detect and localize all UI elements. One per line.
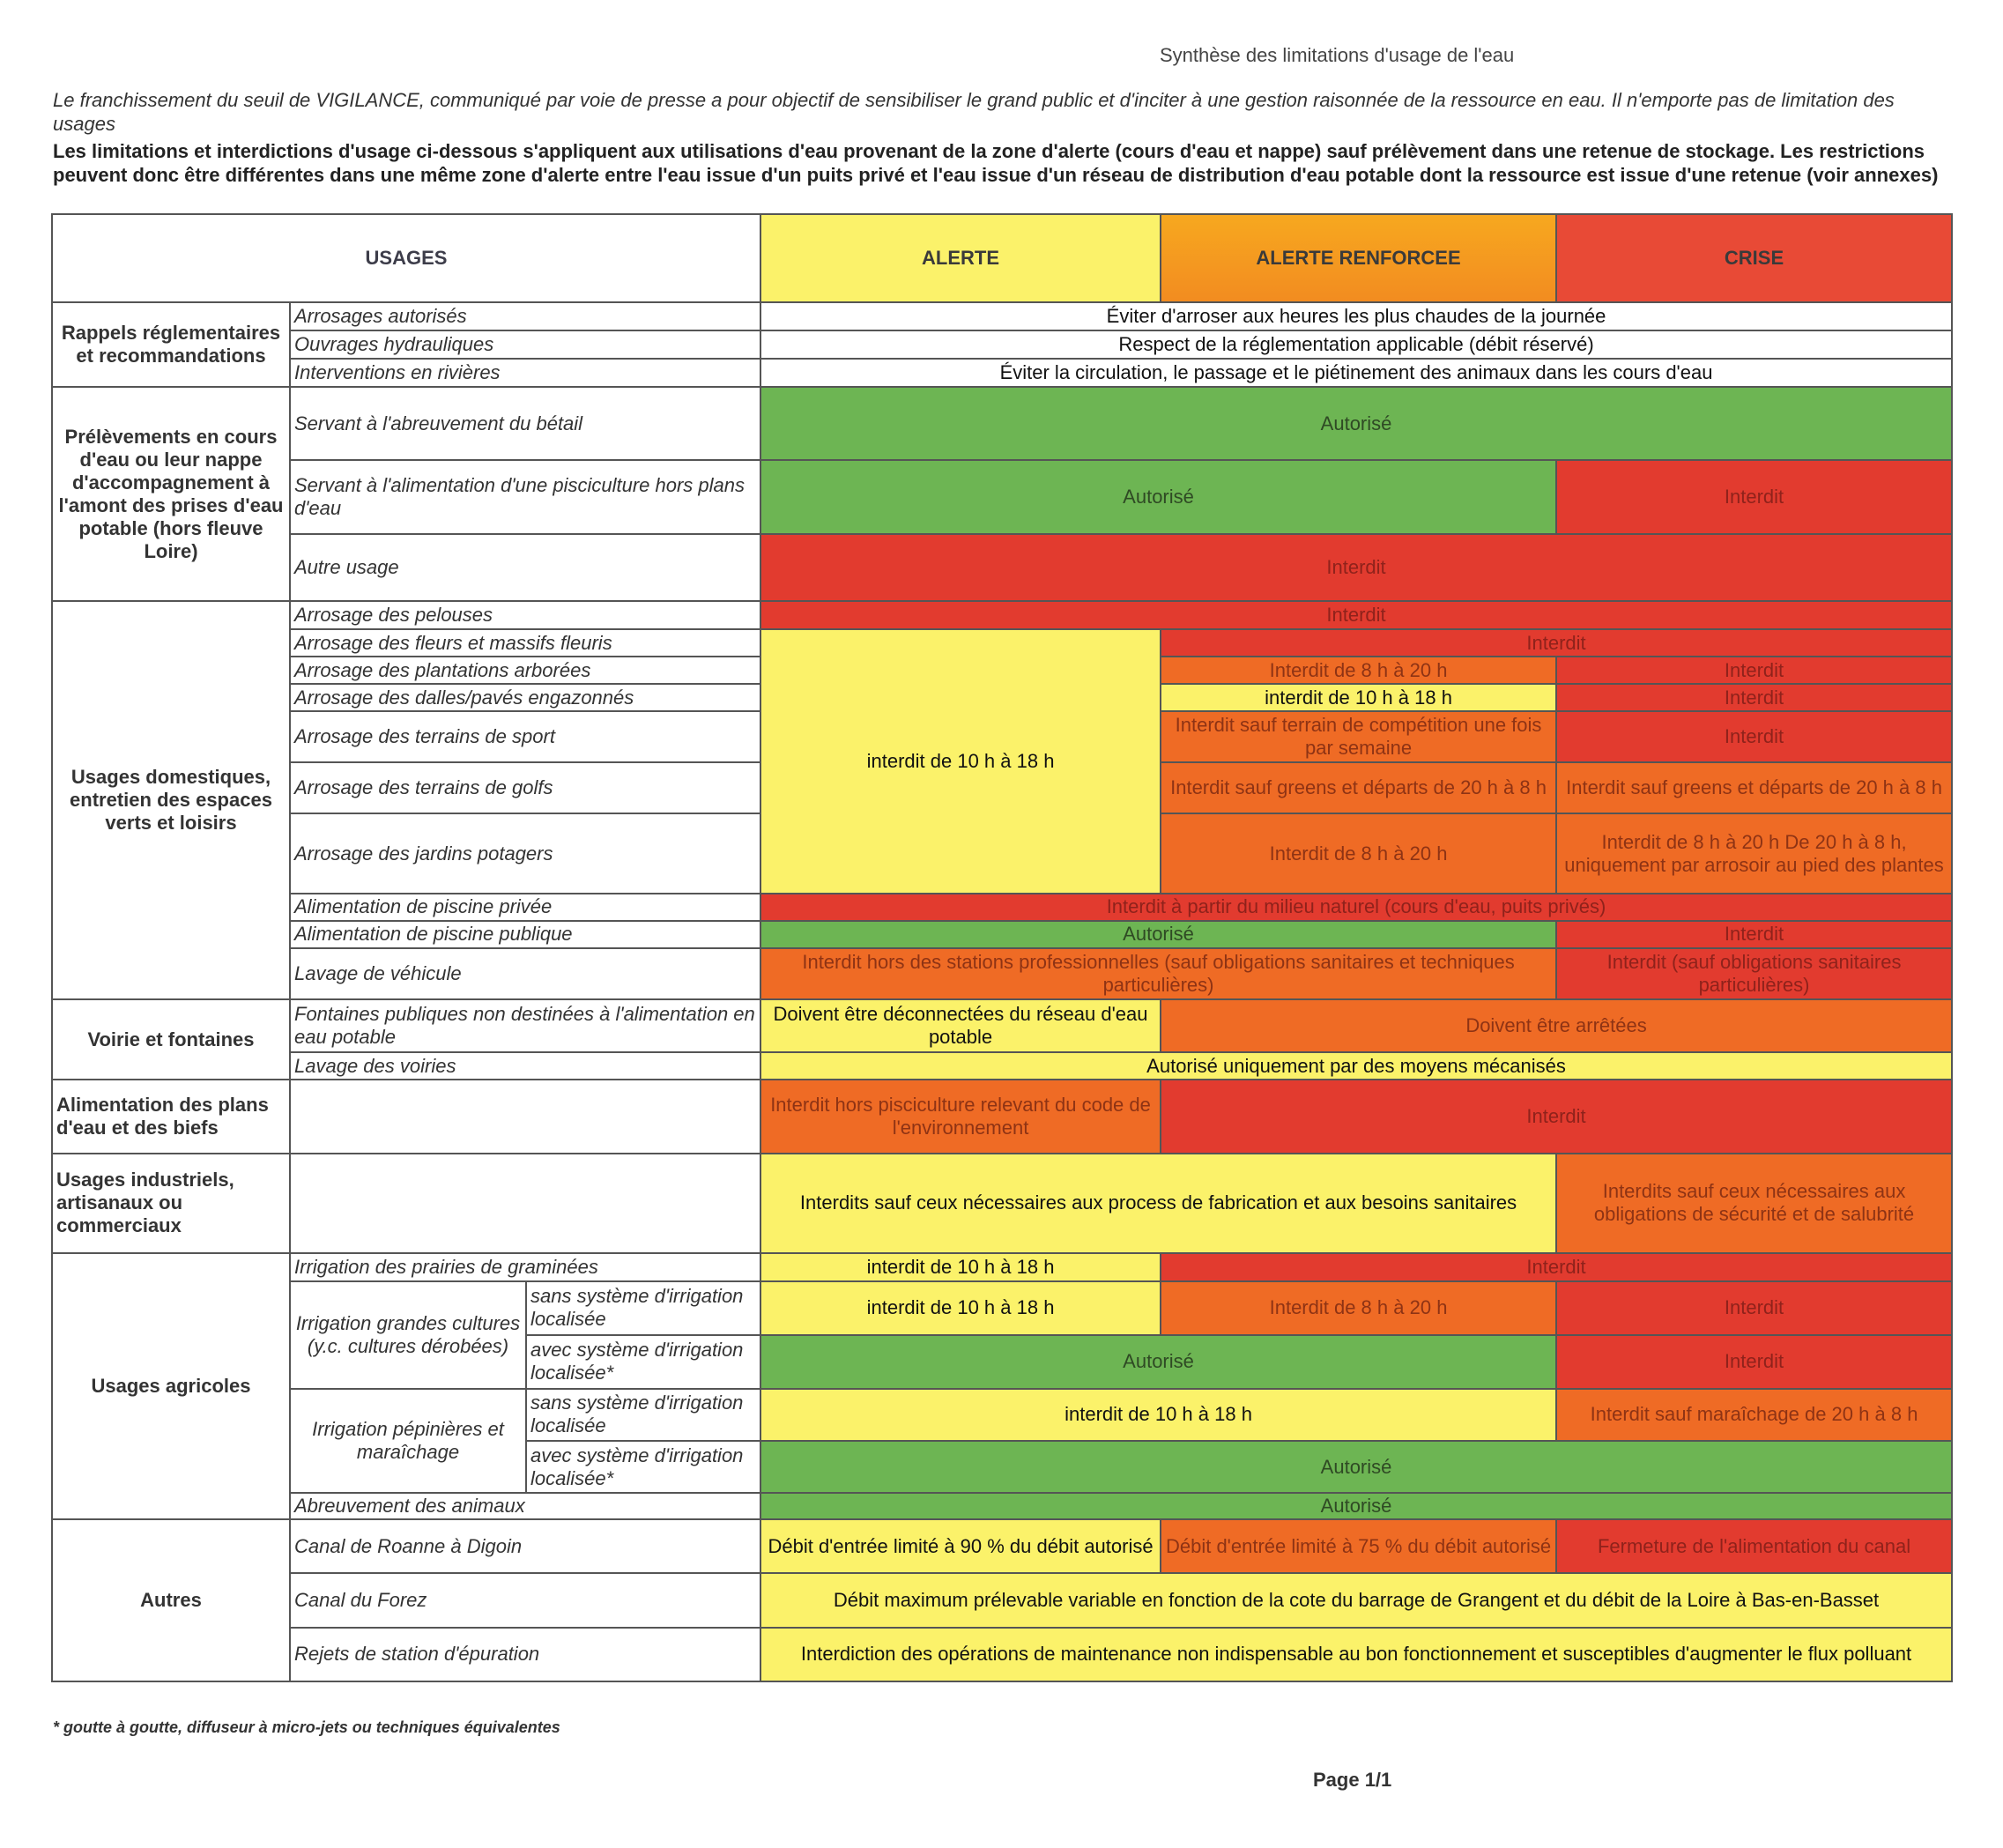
use-label: Arrosage des pelouses [290, 601, 760, 629]
category-prelevements: Prélèvements en cours d'eau ou leur nappe d'accompagnement à l'amont des prises d'eau potable (hors fleuve Loire) [52, 387, 290, 601]
value-cell: Interdit de 8 h à 20 h [1161, 1281, 1556, 1335]
value-cell: Interdit sauf greens et départs de 20 h à 8 h [1161, 762, 1556, 813]
footnote: * goutte à goutte, diffuseur à micro-jets ou techniques équivalentes [53, 1718, 560, 1736]
value-cell: Autorisé uniquement par des moyens mécanisés [760, 1052, 1952, 1080]
value-cell: Autorisé [760, 460, 1556, 534]
value-cell: Interdit [760, 534, 1952, 601]
value-cell: Interdit de 8 h à 20 h [1161, 657, 1556, 684]
use-label: Ouvrages hydrauliques [290, 330, 760, 359]
category-autres: Autres [52, 1519, 290, 1681]
value-cell: Autorisé [760, 1441, 1952, 1493]
header-usages: USAGES [52, 214, 760, 302]
value-cell: Interdit (sauf obligations sanitaires particulières) [1556, 948, 1952, 999]
table-row [52, 1573, 1952, 1627]
use-label: Arrosages autorisés [290, 302, 760, 330]
category-industriels: Usages industriels, artisanaux ou commerciaux [52, 1154, 290, 1252]
use-label: Arrosage des dalles/pavés engazonnés [290, 684, 760, 711]
value-cell: Débit d'entrée limité à 75 % du débit autorisé [1161, 1519, 1556, 1573]
value-cell: Interdit sauf maraîchage de 20 h à 8 h [1556, 1389, 1952, 1441]
table-row [52, 534, 1952, 601]
value-cell: Interdit sauf greens et départs de 20 h à 8 h [1556, 762, 1952, 813]
header-alerte-renforcee: ALERTE RENFORCEE [1161, 214, 1556, 302]
table-row [52, 387, 1952, 459]
intro-restrictions: Les limitations et interdictions d'usage ci-dessous s'appliquent aux utilisations d'eau provenant de la zone d'alerte (cours d'eau et nappe) sauf prélèvement dans une retenue de stockage. Les restrictions peuvent donc être différentes dans une même zone d'alerte entre l'eau issue d'un puits privé et l'eau issue d'un réseau de distribution d'eau potable dont la ressource est issue d'une retenue (voir annexes) [53, 140, 1939, 186]
use-sub-label: avec système d'irrigation localisée* [526, 1441, 760, 1493]
use-label: Lavage des voiries [290, 1052, 760, 1080]
value-cell: Interdit [1161, 1253, 1952, 1281]
use-label: Canal du Forez [290, 1573, 760, 1627]
value-cell: Doivent être déconnectées du réseau d'eau potable [760, 999, 1161, 1052]
use-pepinieres: Irrigation pépinières et maraîchage [290, 1389, 526, 1493]
value-cell: Interdiction des opérations de maintenance non indispensable au bon fonctionnement et susceptibles d'augmenter le flux polluant [760, 1628, 1952, 1681]
value-cell: Éviter la circulation, le passage et le piétinement des animaux dans les cours d'eau [760, 359, 1952, 387]
use-sub-label: avec système d'irrigation localisée* [526, 1335, 760, 1389]
table-row [52, 1389, 1952, 1441]
value-cell: Interdit de 8 h à 20 h [1161, 813, 1556, 893]
use-label-empty [290, 1154, 760, 1252]
table-row [52, 460, 1952, 534]
table-row [52, 1154, 1952, 1252]
value-cell: Interdits sauf ceux nécessaires aux process de fabrication et aux besoins sanitaires [760, 1154, 1556, 1252]
value-cell: Respect de la réglementation applicable (débit réservé) [760, 330, 1952, 359]
value-cell: Interdit [1556, 1281, 1952, 1335]
use-label: Servant à l'alimentation d'une pisciculture hors plans d'eau [290, 460, 760, 534]
use-sub-label: sans système d'irrigation localisée [526, 1389, 760, 1441]
use-label-empty [290, 1080, 760, 1154]
use-label: Canal de Roanne à Digoin [290, 1519, 760, 1573]
value-cell: Interdit [760, 601, 1952, 629]
value-cell: interdit de 10 h à 18 h [760, 1389, 1556, 1441]
use-grandes-cultures: Irrigation grandes cultures (y.c. cultures dérobées) [290, 1281, 526, 1389]
use-sub-label: sans système d'irrigation localisée [526, 1281, 760, 1335]
value-cell: Interdit hors des stations professionnelles (sauf obligations sanitaires et techniques particulières) [760, 948, 1556, 999]
value-cell: Interdit [1556, 1335, 1952, 1389]
use-label: Servant à l'abreuvement du bétail [290, 387, 760, 459]
value-cell: Éviter d'arroser aux heures les plus chaudes de la journée [760, 302, 1952, 330]
use-label: Arrosage des terrains de golfs [290, 762, 760, 813]
table-row [52, 921, 1952, 948]
value-cell: Interdit à partir du milieu naturel (cours d'eau, puits privés) [760, 894, 1952, 921]
value-cell: interdit de 10 h à 18 h [760, 629, 1161, 894]
value-cell: Interdit [1556, 711, 1952, 762]
value-cell: Autorisé [760, 387, 1952, 459]
value-cell: Interdit [1556, 921, 1952, 948]
restrictions-table [51, 213, 1953, 1682]
use-label: Abreuvement des animaux [290, 1493, 760, 1519]
table-row [52, 629, 1952, 657]
use-label: Arrosage des jardins potagers [290, 813, 760, 893]
table-row [52, 999, 1952, 1052]
category-plans-eau: Alimentation des plans d'eau et des biefs [52, 1080, 290, 1154]
use-label: Arrosage des plantations arborées [290, 657, 760, 684]
table-row [52, 948, 1952, 999]
header-crise: CRISE [1556, 214, 1952, 302]
value-cell: Fermeture de l'alimentation du canal [1556, 1519, 1952, 1573]
value-cell: Interdit sauf terrain de compétition une fois par semaine [1161, 711, 1556, 762]
table-row [52, 1493, 1952, 1519]
value-cell: Autorisé [760, 921, 1556, 948]
header-row [52, 214, 1952, 302]
value-cell: Interdits sauf ceux nécessaires aux obligations de sécurité et de salubrité [1556, 1154, 1952, 1252]
category-agricoles: Usages agricoles [52, 1253, 290, 1520]
value-cell: Doivent être arrêtées [1161, 999, 1952, 1052]
document-title: Synthèse des limitations d'usage de l'eau [1160, 44, 1515, 66]
table-row [52, 894, 1952, 921]
use-label: Lavage de véhicule [290, 948, 760, 999]
use-label: Interventions en rivières [290, 359, 760, 387]
table-row [52, 1519, 1952, 1573]
table-row [52, 1628, 1952, 1681]
use-label: Autre usage [290, 534, 760, 601]
table-row [52, 1281, 1952, 1335]
use-label: Arrosage des terrains de sport [290, 711, 760, 762]
use-label: Alimentation de piscine privée [290, 894, 760, 921]
use-label: Fontaines publiques non destinées à l'alimentation en eau potable [290, 999, 760, 1052]
value-cell: Autorisé [760, 1335, 1556, 1389]
value-cell: Autorisé [760, 1493, 1952, 1519]
value-cell: Débit d'entrée limité à 90 % du débit autorisé [760, 1519, 1161, 1573]
value-cell: Interdit [1556, 657, 1952, 684]
table-row [52, 1253, 1952, 1281]
intro-vigilance: Le franchissement du seuil de VIGILANCE, communiqué par voie de presse a pour objectif de sensibiliser le grand public et d'inciter à une gestion raisonnée de la ressource en eau. Il n'emporte pas de limitation des usages [53, 89, 1895, 135]
use-label: Irrigation des prairies de graminées [290, 1253, 760, 1281]
table-row [52, 1052, 1952, 1080]
category-domestiques: Usages domestiques, entretien des espaces verts et loisirs [52, 601, 290, 999]
table-row [52, 1080, 1952, 1154]
value-cell: interdit de 10 h à 18 h [760, 1253, 1161, 1281]
value-cell: Interdit [1161, 1080, 1952, 1154]
value-cell: Interdit [1556, 684, 1952, 711]
table-row [52, 359, 1952, 387]
value-cell: interdit de 10 h à 18 h [760, 1281, 1161, 1335]
value-cell: Débit maximum prélevable variable en fonction de la cote du barrage de Grangent et du débit de la Loire à Bas-en-Basset [760, 1573, 1952, 1627]
use-label: Alimentation de piscine publique [290, 921, 760, 948]
value-cell: Interdit [1556, 460, 1952, 534]
table-row [52, 330, 1952, 359]
use-label: Rejets de station d'épuration [290, 1628, 760, 1681]
table-row [52, 302, 1952, 330]
header-alerte: ALERTE [760, 214, 1161, 302]
category-rappels: Rappels réglementaires et recommandations [52, 302, 290, 387]
page-number: Page 1/1 [1313, 1769, 1392, 1791]
value-cell: interdit de 10 h à 18 h [1161, 684, 1556, 711]
category-voirie: Voirie et fontaines [52, 999, 290, 1080]
value-cell: Interdit [1161, 629, 1952, 657]
value-cell: Interdit de 8 h à 20 h De 20 h à 8 h, uniquement par arrosoir au pied des plantes [1556, 813, 1952, 893]
table-row [52, 601, 1952, 629]
use-label: Arrosage des fleurs et massifs fleuris [290, 629, 760, 657]
value-cell: Interdit hors pisciculture relevant du code de l'environnement [760, 1080, 1161, 1154]
